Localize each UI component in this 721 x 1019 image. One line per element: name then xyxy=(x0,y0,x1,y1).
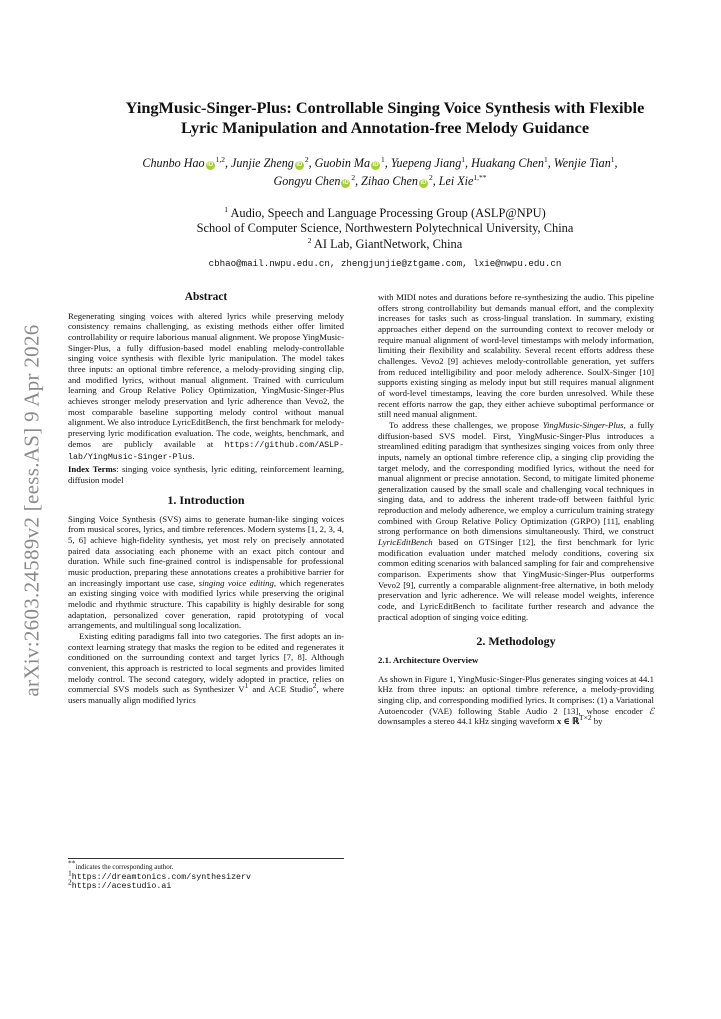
paper-title xyxy=(80,98,690,138)
author: Gongyu Chen $iD^2$, xyxy=(273,172,362,188)
right-paragraph-2: To address these challenges, we propose YingMusic-Singer-Plus, a fully diffusion-based SVS model. First, YingMusic-Singer-Plus introduces a streamlined editing paradigm that synthesizes singing voices from only three inputs, namely an optional timbre reference clip, a singing clip providing the target melody, and the corresponding modified lyrics, without the need for manual alignment or precise annotation. Second, to mitigate limited phoneme generalization caused by the small scale and challenging vocal techniques in singing data, and to address the inherent trade-off between faithful lyric reproduction and melody adherence, we employ a curriculum training strategy combined with Group Relative Policy Optimization (GRPO) [11], enabling strong performance on both dimensions simultaneously. Third, we construct LyricEditBench based on GTSinger [12], the first benchmark for lyric modification evaluation under matched melody conditions, covering six common editing scenarios with balanced sampling for fair and comprehensive comparison. Experiments show that YingMusic-Singer-Plus outperforms Vevo2 [9], currently a comparable alignment-free alternative, in both melody preservation and lyric adherence. We will release model weights, inference code, and LyricEditBench to facilitate further research and advance the practical adoption of singing voice editing. xyxy=(378,419,654,622)
orcid-icon[interactable]: iD xyxy=(296,162,303,168)
code-link[interactable]: https://github.com/ASLP-lab/YingMusic-Singer-Plus xyxy=(68,440,344,463)
arxiv-stamp-text: arXiv:2603.24589v2 [eess.AS] 9 Apr 2026 xyxy=(19,323,44,697)
author: Chunbo Hao iD$^{1,2}$, xyxy=(142,154,231,170)
footnotes xyxy=(68,858,344,892)
intro-paragraph-2: Existing editing paradigms fall into two categories. The first adopts an in-context learning strategy that masks the region to be edited and regenerates it conditioned on the surrounding context and target lyrics [7, 8]. Although convenient, this approach is restricted to local segments and provides limited melody control. The second category, widely adopted in practice, relies on commercial SVS models such as Synthesizer $V^1$ and ACE Studio$^2$, where users manually align modified lyrics xyxy=(68,631,344,705)
author: Guobin Ma $iD^1$, xyxy=(314,154,391,170)
architecture-subheading: 2.1. Architecture Overview xyxy=(378,655,479,665)
abstract-text: Regenerating singing voices with altered lyrics while preserving melody consistency remains challenging, as existing methods either offer limited controllability or require laborious manual alignment. We propose YingMusic-Singer-Plus, a fully diffusion-based model enabling melody-controllable singing voice synthesis with flexible lyric manipulation. The model takes three inputs: an optional timbre reference, a melody-providing singing clip, and modified lyrics, without manual alignment. Trained with curriculum learning and Group Relative Policy Optimization, YingMusic-Singer-Plus achieves stronger melody preservation and lyric adherence than Vevo2, the most comparable baseline supporting melody control without manual alignment. We also introduce LyricEditBench, the first benchmark for melody-preserving lyric modification evaluation. The code, weights, benchmark, and demos are publicly available at https://github.com/ASLP-lab/YingMusic-Singer-Plus. xyxy=(68,310,344,463)
affiliation-1: $^1$ Audio, Speech and Language Processing Group (ASLP@NPU) xyxy=(224,204,546,220)
author: Wenjie Tian$^1$, xyxy=(553,154,618,170)
author: Junjie Zheng $iD^2$, xyxy=(231,154,315,170)
author-list xyxy=(70,154,690,190)
orcid-icon[interactable]: iD xyxy=(420,180,427,186)
author-emails[interactable]: cbhao@mail.nwpu.edu.cn, zhengjunjie@ztgame.com, lxie@nwpu.edu.cn xyxy=(208,258,562,269)
intro-heading: 1. Introduction xyxy=(167,493,245,508)
methodology-heading: 2. Methodology xyxy=(476,634,556,649)
right-paragraph-3: As shown in Figure 1, YingMusic-Singer-Plus generates singing voices at 44.1 kHz from three inputs: an optional timbre reference, a melody-providing singing clip, and corresponding modified lyrics. It comprises: (1) a Variational Autoencoder (VAE) following Stable Audio 2 [13], whose encoder ℰ downsamples a stereo 44.1 kHz singing waveform x ∈ ℝ$^{T\times 2}$ by xyxy=(378,673,654,727)
right-paragraph-1: with MIDI notes and durations before re-synthesizing the audio. This pipeline offers strong controllability but demands manual effort, and the complexity increases for tasks such as cross-lingual translation. In summary, existing approaches either depend on the surrounding context to recover melody or require manual alignment of word-level timestamps with melody information, limiting their flexibility and scalability. Several recent efforts address these challenges. Vevo2 [9] achieves melody-controllable generation, yet suffers from reduced intelligibility and poor melody adherence. SoulX-Singer [10] supports existing singing as melody input but still requires manual alignment of word-level timestamps, leaving the core burden unresolved. While these recent efforts narrow the gap, they either achieve suboptimal performance or still need manual alignment. xyxy=(378,292,654,420)
footnote-1-link[interactable]: https://dreamtonics.com/synthesizerv xyxy=(71,872,251,882)
author: Zihao Chen $iD^2$, xyxy=(361,172,439,188)
index-terms: Index Terms: singing voice synthesis, lyric editing, reinforcement learning, diffusion model xyxy=(68,463,345,485)
affiliation-2: $^2$ AI Lab, GiantNetwork, China xyxy=(307,235,463,251)
author: Lei Xie$^{1,**}$ xyxy=(438,172,487,188)
author: Huakang Chen$^1$, xyxy=(471,154,554,170)
footnote-corresponding: **indicates the corresponding author. xyxy=(68,858,174,871)
footnote-2-link[interactable]: https://acestudio.ai xyxy=(71,882,172,891)
title-line-2: Lyric Manipulation and Annotation-free Melody Guidance xyxy=(180,118,590,137)
orcid-icon[interactable]: iD xyxy=(372,162,379,168)
orcid-icon[interactable]: iD xyxy=(207,162,214,168)
author: Yuepeng Jiang$^1$, xyxy=(390,154,472,170)
left-column xyxy=(68,292,344,706)
footnote-2: $^2$https://acestudio.ai xyxy=(68,877,172,891)
footnote-1: $^1$https://dreamtonics.com/synthesizerv xyxy=(68,868,251,882)
affiliations xyxy=(80,206,690,252)
affiliation-1b: School of Computer Science, Northwestern Polytechnical University, China xyxy=(196,221,574,236)
intro-paragraph-1: Singing Voice Synthesis (SVS) aims to generate human-like singing voices from musical scores, lyrics, and timbre references. Modern systems [1, 2, 3, 4, 5, 6] achieve high-fidelity synthesis, yet most rely on precisely annotated paired data associating each phoneme with an exact pitch contour and duration. While such fine-grained control is indispensable for professional music production, preparing these annotations creates a prohibitive barrier for an increasingly important use case, singing voice editing, which regenerates an existing singing voice with modified lyrics while preserving the original melodic and rhythmic structure. This capability is highly desirable for song adaptation, personalized cover generation, rapid prototyping of vocal arrangements, and multilingual song localization. xyxy=(68,513,345,631)
abstract-heading: Abstract xyxy=(184,291,228,303)
title-line-1: YingMusic-Singer-Plus: Controllable Singing Voice Synthesis with Flexible xyxy=(125,98,645,117)
right-column xyxy=(378,292,654,727)
orcid-icon[interactable]: iD xyxy=(342,180,349,186)
arxiv-stamp xyxy=(18,300,46,720)
